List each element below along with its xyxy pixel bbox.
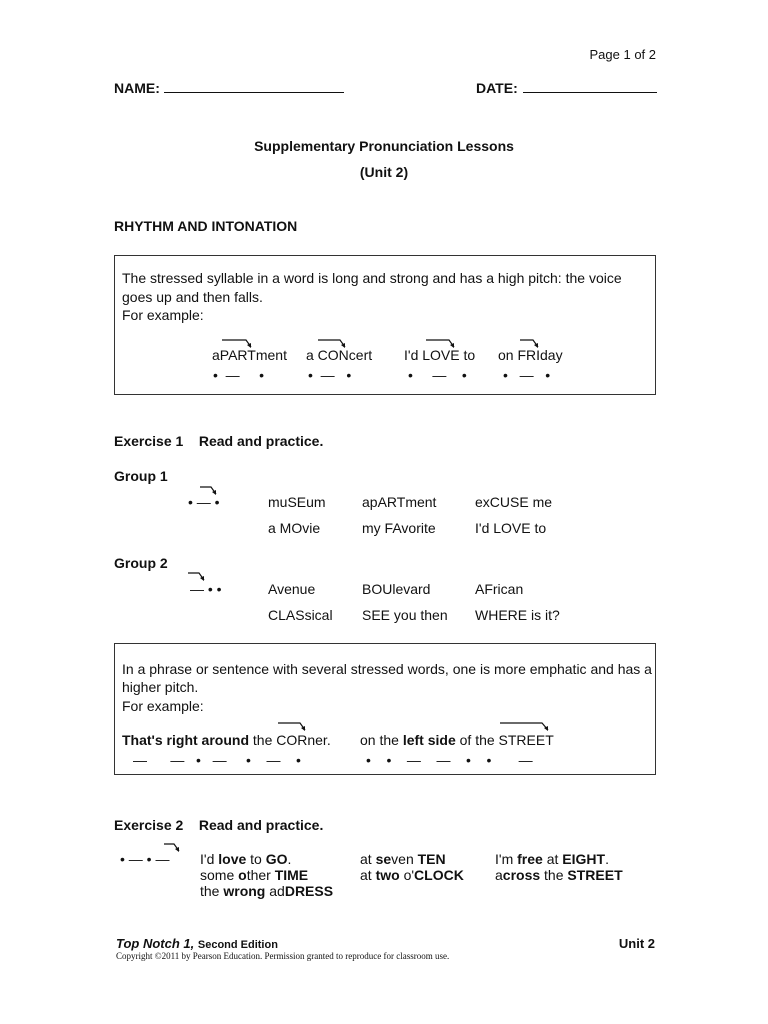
box2-line2: higher pitch. <box>122 679 199 695</box>
name-label: NAME: <box>114 80 160 96</box>
phrase-segment: cross <box>502 867 541 883</box>
group-2-label: Group 2 <box>114 555 168 571</box>
practice-word: Avenue <box>268 581 316 597</box>
stress-pattern: • — • <box>213 367 265 383</box>
practice-word: apARTment <box>362 494 437 510</box>
emphasis-example: on the left side of the STREET <box>360 732 554 748</box>
practice-word: BOUlevard <box>362 581 431 597</box>
phrase-segment: GO <box>265 851 288 867</box>
example-word: on FRIday <box>498 347 563 363</box>
stress-pattern: • — • <box>308 367 352 383</box>
practice-phrase <box>200 867 333 883</box>
box2-line3: For example: <box>122 698 204 714</box>
date-field-line[interactable] <box>523 92 657 93</box>
practice-word: CLASsical <box>268 607 333 623</box>
example-word: a CONcert <box>306 347 373 363</box>
exercise-2-column <box>495 851 623 883</box>
phrase-segment: to <box>246 851 266 867</box>
example-word: I'd LOVE to <box>404 347 476 363</box>
footer-copyright: Copyright ©2011 by Pearson Education. Permission granted to reproduce for classroom use. <box>116 951 450 961</box>
practice-phrase <box>360 851 464 867</box>
page-title: Supplementary Pronunciation Lessons <box>254 138 514 154</box>
exercise-2-pattern: • — • — <box>120 851 170 867</box>
phrase-segment: ven <box>391 851 418 867</box>
stress-pattern: • — • <box>408 367 467 383</box>
practice-phrase <box>495 851 623 867</box>
phrase-segment: TIME <box>274 867 309 883</box>
practice-phrase <box>200 851 333 867</box>
name-field-line[interactable] <box>164 92 344 93</box>
section-heading: RHYTHM AND INTONATION <box>114 218 298 234</box>
group-1-label: Group 1 <box>114 468 168 484</box>
phrase-segment: at <box>542 851 563 867</box>
phrase-segment: some <box>200 867 239 883</box>
footer-unit: Unit 2 <box>618 936 655 951</box>
practice-word: SEE you then <box>362 607 448 623</box>
phrase-segment: I'm <box>495 851 518 867</box>
exercise-2-title: Exercise 2 Read and practice. <box>114 817 324 833</box>
phrase-segment: . <box>605 851 609 867</box>
footer-book: Top Notch 1, Second Edition <box>116 936 278 951</box>
practice-phrase <box>495 867 623 883</box>
group-2-pattern: — • • <box>190 581 222 597</box>
practice-phrase <box>360 867 464 883</box>
box1-line2: goes up and then falls. <box>122 289 263 305</box>
box2-line1: In a phrase or sentence with several stressed words, one is more emphatic and has a <box>122 661 652 677</box>
example-word: aPARTment <box>212 347 287 363</box>
stress-pattern: • — • <box>503 367 551 383</box>
phrase-segment: at <box>360 867 376 883</box>
exercise-2-column <box>200 851 333 899</box>
phrase-segment: the <box>200 883 224 899</box>
phrase-segment: I'd <box>200 851 219 867</box>
phrase-segment: a <box>495 867 503 883</box>
phrase-segment: two <box>375 867 400 883</box>
practice-phrase <box>200 883 333 899</box>
stress-pattern: — — • — • — • <box>133 752 301 768</box>
phrase-segment: ad <box>265 883 285 899</box>
phrase-segment: se <box>375 851 392 867</box>
phrase-segment: EIGHT <box>562 851 606 867</box>
phrase-segment: . <box>287 851 292 867</box>
exercise-1-title: Exercise 1 Read and practice. <box>114 433 324 449</box>
date-label: DATE: <box>476 80 518 96</box>
pitch-arrow-icon <box>276 719 310 733</box>
practice-word: AFrican <box>475 581 524 597</box>
box1-line1: The stressed syllable in a word is long and strong and has a high pitch: the voice <box>122 270 622 286</box>
exercise-2-column <box>360 851 464 883</box>
box1-line3: For example: <box>122 307 204 323</box>
phrase-segment: free <box>517 851 543 867</box>
phrase-segment: DRESS <box>284 883 334 899</box>
practice-word: muSEum <box>268 494 326 510</box>
stress-pattern: • • — — • • — <box>366 752 533 768</box>
phrase-segment: the <box>540 867 568 883</box>
pitch-arrow-icon <box>498 719 554 733</box>
phrase-segment: o' <box>399 867 415 883</box>
emphasis-example: That's right around the CORner. <box>122 732 331 748</box>
practice-word: a MOvie <box>268 520 321 536</box>
practice-word: WHERE is it? <box>475 607 560 623</box>
phrase-segment: STREET <box>567 867 623 883</box>
practice-word: I'd LOVE to <box>475 520 547 536</box>
page-number: Page 1 of 2 <box>589 47 656 62</box>
phrase-segment: TEN <box>417 851 446 867</box>
group-1-pattern: • — • <box>188 494 220 510</box>
phrase-segment: at <box>360 851 376 867</box>
phrase-segment: CLOCK <box>414 867 464 883</box>
page-subtitle: (Unit 2) <box>359 164 409 180</box>
phrase-segment: o <box>238 867 247 883</box>
phrase-segment: wrong <box>223 883 266 899</box>
phrase-segment: ther <box>246 867 275 883</box>
practice-word: exCUSE me <box>475 494 553 510</box>
practice-word: my FAvorite <box>362 520 436 536</box>
phrase-segment: love <box>218 851 247 867</box>
